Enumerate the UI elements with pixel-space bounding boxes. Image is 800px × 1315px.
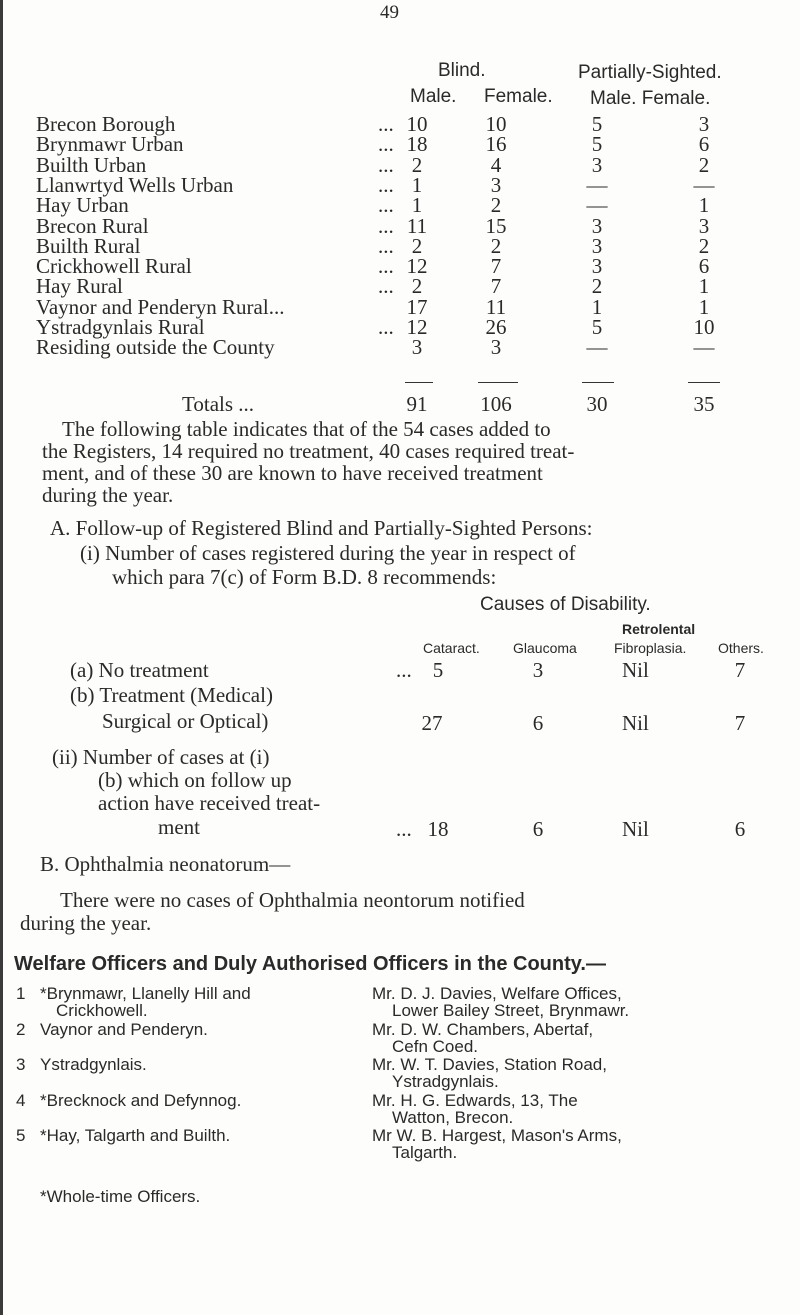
officer-area: Vaynor and Penderyn. [40, 1020, 208, 1039]
officer-area: *Brecknock and Defynnog. [40, 1091, 242, 1110]
para-line: during the year. [42, 483, 174, 507]
rule [582, 382, 614, 383]
ps-female-cell: 6 [698, 254, 710, 278]
row-dots: ... [378, 193, 394, 217]
officer-address: Talgarth. [392, 1143, 458, 1162]
row-dots: ... [378, 214, 394, 238]
row-b-cataract: 27 [421, 711, 443, 735]
ps-male-cell: — [586, 335, 608, 359]
partially-sighted-header: Partially-Sighted. [578, 62, 722, 83]
blind-female-cell: 16 [485, 132, 507, 156]
blind-male-cell: 18 [406, 132, 428, 156]
page-number: 49 [380, 2, 399, 23]
causes-heading: Causes of Disability. [480, 594, 651, 615]
row-dots: ... [378, 132, 394, 156]
partially-male-female-header: Male. Female. [590, 88, 711, 109]
officer-area-cont: Crickhowell. [56, 1001, 148, 1020]
ps-male-cell: 5 [591, 315, 603, 339]
officer-name: Mr. H. G. Edwards, 13, The [372, 1091, 578, 1110]
ps-male-cell: — [586, 193, 608, 217]
para-line: The following table indicates that of the 54 cases added to [62, 417, 551, 441]
blind-header: Blind. [438, 60, 486, 81]
area-name: Crickhowell Rural [36, 254, 192, 278]
ps-female-cell: 10 [693, 315, 715, 339]
row-dots: ... [378, 234, 394, 258]
ps-female-cell: 1 [698, 295, 710, 319]
area-name: Residing outside the County [36, 335, 275, 359]
ps-female-cell: — [693, 173, 715, 197]
area-name: Ystradgynlais Rural [36, 315, 205, 339]
page-edge [0, 0, 3, 1315]
blind-male-cell: 2 [411, 234, 423, 258]
blind-female-cell: 7 [490, 274, 502, 298]
ps-male-cell: 3 [591, 153, 603, 177]
blind-female-cell: 11 [485, 295, 507, 319]
col-others: Others. [718, 640, 764, 656]
area-name: Hay Urban [36, 193, 129, 217]
blind-male-cell: 12 [406, 315, 428, 339]
section-b-line1: There were no cases of Ophthalmia neontorum notified [60, 888, 525, 912]
ps-male-cell: 5 [591, 112, 603, 136]
ps-male-cell: 3 [591, 254, 603, 278]
blind-male-cell: 10 [406, 112, 428, 136]
col-cataract: Cataract. [423, 640, 480, 656]
section-b-line2: during the year. [20, 911, 152, 935]
officer-number: 1 [16, 984, 26, 1003]
row-ii-label2: (b) which on follow up [98, 768, 292, 792]
ps-male-cell: 5 [591, 132, 603, 156]
officer-area: Ystradgynlais. [40, 1055, 147, 1074]
row-a-others: 7 [734, 658, 746, 682]
row-dots: ... [378, 274, 394, 298]
blind-female-cell: 26 [485, 315, 507, 339]
blind-female-header: Female. [484, 86, 553, 107]
blind-male-cell: 1 [411, 173, 423, 197]
ps-female-cell: 2 [698, 153, 710, 177]
row-a-glaucoma: 3 [532, 658, 544, 682]
officer-number: 2 [16, 1020, 26, 1039]
blind-male-cell: 17 [406, 295, 428, 319]
row-b-fibroplasia: Nil [622, 711, 649, 735]
officer-number: 4 [16, 1091, 26, 1110]
row-ii-fibroplasia: Nil [622, 817, 649, 841]
officer-name: Mr. D. J. Davies, Welfare Offices, [372, 984, 622, 1003]
col-fibroplasia: Fibroplasia. [614, 640, 687, 656]
blind-female-cell: 15 [485, 214, 507, 238]
area-name: Brecon Rural [36, 214, 149, 238]
officer-name: Mr. D. W. Chambers, Abertaf, [372, 1020, 594, 1039]
row-ii-label3: action have received treat- [98, 791, 321, 815]
ps-female-cell: 3 [698, 112, 710, 136]
ps-male-cell: 2 [591, 274, 603, 298]
officer-name: Mr. W. T. Davies, Station Road, [372, 1055, 607, 1074]
officer-area: *Hay, Talgarth and Builth. [40, 1126, 231, 1145]
blind-male-cell: 2 [411, 274, 423, 298]
officer-number: 5 [16, 1126, 26, 1145]
welfare-heading: Welfare Officers and Duly Authorised Officers in the County.— [14, 953, 606, 975]
ps-female-cell: 2 [698, 234, 710, 258]
ps-female-cell: 6 [698, 132, 710, 156]
total-ps-male: 30 [586, 392, 608, 416]
row-a-fibroplasia: Nil [622, 658, 649, 682]
row-dots: ... [378, 153, 394, 177]
officer-number: 3 [16, 1055, 26, 1074]
rule [405, 382, 433, 383]
blind-male-header: Male. [410, 86, 457, 107]
area-name: Builth Rural [36, 234, 141, 258]
blind-male-cell: 2 [411, 153, 423, 177]
officer-address: Ystradgynlais. [392, 1072, 499, 1091]
row-b-glaucoma: 6 [532, 711, 544, 735]
row-dots: ... [378, 173, 394, 197]
treatment-paragraph [42, 418, 792, 506]
blind-male-cell: 11 [406, 214, 428, 238]
row-ii-others: 6 [734, 817, 746, 841]
area-name: Vaynor and Penderyn Rural... [36, 295, 285, 319]
para-line: the Registers, 14 required no treatment, 40 cases required treat- [42, 439, 575, 463]
blind-female-cell: 2 [490, 193, 502, 217]
blind-female-cell: 4 [490, 153, 502, 177]
officer-area: *Brynmawr, Llanelly Hill and [40, 984, 251, 1003]
row-a-dots: ... [396, 658, 412, 682]
blind-female-cell: 10 [485, 112, 507, 136]
rule [478, 382, 518, 383]
officer-address: Lower Bailey Street, Brynmawr. [392, 1001, 630, 1020]
row-dots: ... [378, 315, 394, 339]
ps-female-cell: 1 [698, 274, 710, 298]
blind-male-cell: 1 [411, 193, 423, 217]
ps-male-cell: — [586, 173, 608, 197]
area-name: Llanwrtyd Wells Urban [36, 173, 234, 197]
row-ii-label1: (ii) Number of cases at (i) [52, 745, 270, 769]
section-a-line3: which para 7(c) of Form B.D. 8 recommends: [112, 565, 497, 589]
row-a-cataract: 5 [432, 658, 444, 682]
area-name: Builth Urban [36, 153, 147, 177]
row-ii-glaucoma: 6 [532, 817, 544, 841]
row-ii-cataract: 18 [427, 817, 449, 841]
section-a-heading: A. Follow-up of Registered Blind and Partially-Sighted Persons: [50, 516, 593, 540]
total-ps-female: 35 [693, 392, 715, 416]
section-a-line2: (i) Number of cases registered during the year in respect of [80, 541, 576, 565]
para-line: ment, and of these 30 are known to have received treatment [42, 461, 543, 485]
area-name: Brynmawr Urban [36, 132, 184, 156]
blind-female-cell: 7 [490, 254, 502, 278]
total-blind-male: 91 [406, 392, 428, 416]
ps-female-cell: 1 [698, 193, 710, 217]
ps-male-cell: 1 [591, 295, 603, 319]
ps-male-cell: 3 [591, 234, 603, 258]
row-dots: ... [378, 112, 394, 136]
total-blind-female: 106 [480, 392, 512, 416]
row-dots: ... [378, 254, 394, 278]
blind-male-cell: 12 [406, 254, 428, 278]
blind-female-cell: 3 [490, 173, 502, 197]
officer-address: Cefn Coed. [392, 1037, 478, 1056]
col-glaucoma: Glaucoma [513, 640, 577, 656]
row-b-label1: (b) Treatment (Medical) [70, 683, 273, 707]
officer-address: Watton, Brecon. [392, 1108, 514, 1127]
area-name: Hay Rural [36, 274, 123, 298]
row-ii-label4: ment [158, 815, 200, 839]
row-a-label: (a) No treatment [70, 658, 209, 682]
retrolental-label: Retrolental [622, 621, 696, 637]
ps-female-cell: 3 [698, 214, 710, 238]
blind-female-cell: 3 [490, 335, 502, 359]
row-ii-dots: ... [396, 817, 412, 841]
rule [688, 382, 720, 383]
blind-male-cell: 3 [411, 335, 423, 359]
ps-female-cell: — [693, 335, 715, 359]
welfare-footnote: *Whole-time Officers. [40, 1187, 201, 1206]
section-b-heading: B. Ophthalmia neonatorum— [40, 852, 291, 876]
row-b-label2: Surgical or Optical) [102, 709, 269, 733]
officer-name: Mr W. B. Hargest, Mason's Arms, [372, 1126, 622, 1145]
area-name: Brecon Borough [36, 112, 176, 136]
blind-female-cell: 2 [490, 234, 502, 258]
totals-label: Totals ... [182, 392, 255, 416]
ps-male-cell: 3 [591, 214, 603, 238]
row-b-others: 7 [734, 711, 746, 735]
